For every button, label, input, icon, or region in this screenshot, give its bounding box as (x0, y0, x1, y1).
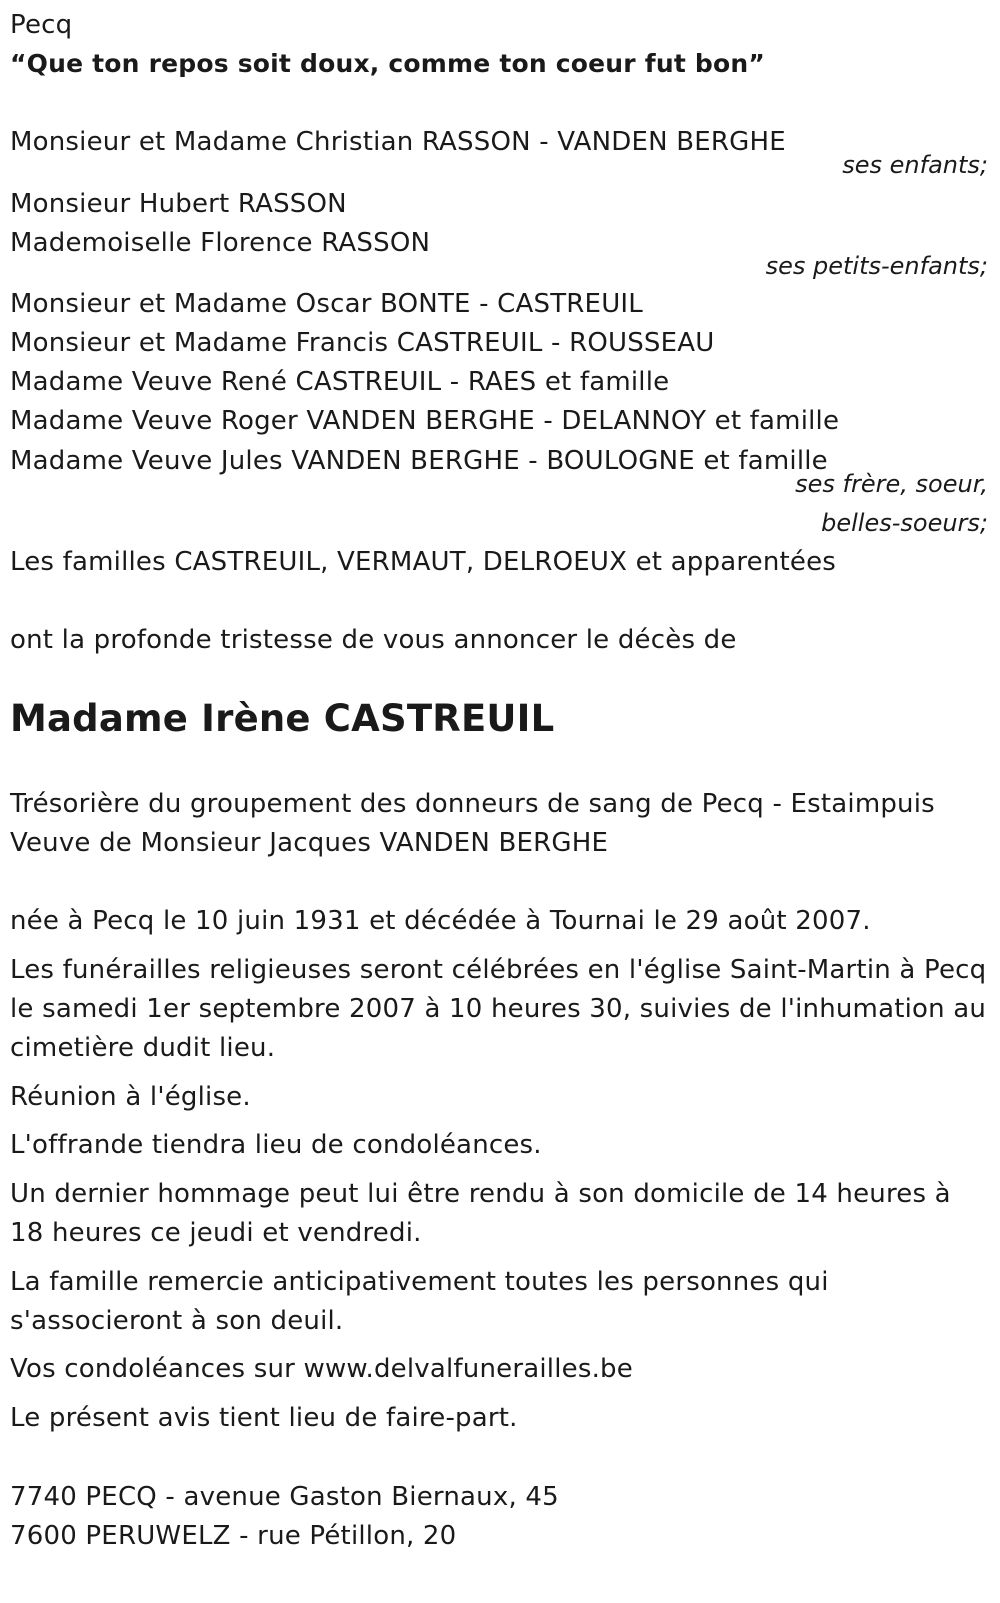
funeral-line: le samedi 1er septembre 2007 à 10 heures 30, suivies de l'inhumation au (10, 994, 987, 1024)
address-line: 7600 PERUWELZ - rue Pétillon, 20 (10, 1521, 457, 1551)
announcement: ont la profonde tristesse de vous annoncer le décès de (10, 625, 737, 655)
place-heading: Pecq (10, 10, 73, 40)
widow-of: Veuve de Monsieur Jacques VANDEN BERGHE (10, 828, 609, 858)
sibling-entry: Monsieur et Madame Francis CASTREUIL - ROUSSEAU (10, 328, 715, 358)
sibling-entry: Madame Veuve Jules VANDEN BERGHE - BOULOGNE et famille (10, 446, 828, 476)
sibling-entry: Madame Veuve Roger VANDEN BERGHE - DELANNOY et famille (10, 406, 840, 436)
sibling-entry: Monsieur et Madame Oscar BONTE - CASTREUIL (10, 289, 643, 319)
sibling-entry: Madame Veuve René CASTREUIL - RAES et famille (10, 367, 670, 397)
deceased-role: Trésorière du groupement des donneurs de sang de Pecq - Estaimpuis (10, 789, 935, 819)
obituary-notice (10, 0, 988, 1603)
grandchild-entry: Monsieur Hubert RASSON (10, 189, 347, 219)
condolences-line: Vos condoléances sur www.delvalfunerailles.be (10, 1354, 633, 1384)
thanks-line: La famille remercie anticipativement toutes les personnes qui (10, 1267, 829, 1297)
families-line: Les familles CASTREUIL, VERMAUT, DELROEUX et apparentées (10, 547, 837, 577)
offering-line: L'offrande tiendra lieu de condoléances. (10, 1130, 542, 1160)
siblings-label-line2: belles-soeurs; (821, 509, 988, 537)
siblings-label-line1: ses frère, soeur, (795, 470, 988, 498)
birth-death: née à Pecq le 10 juin 1931 et décédée à Tournai le 29 août 2007. (10, 906, 871, 936)
deceased-name: Madame Irène CASTREUIL (10, 697, 555, 740)
children-label: ses enfants; (842, 151, 988, 179)
meeting-line: Réunion à l'église. (10, 1082, 251, 1112)
thanks-line: s'associeront à son deuil. (10, 1306, 344, 1336)
motto: “Que ton repos soit doux, comme ton coeur fut bon” (10, 49, 765, 78)
funeral-line: cimetière dudit lieu. (10, 1033, 276, 1063)
tribute-line: 18 heures ce jeudi et vendredi. (10, 1218, 422, 1248)
tribute-line: Un dernier hommage peut lui être rendu à son domicile de 14 heures à (10, 1179, 951, 1209)
funeral-line: Les funérailles religieuses seront célébrées en l'église Saint-Martin à Pecq (10, 955, 987, 985)
children-entry: Monsieur et Madame Christian RASSON - VANDEN BERGHE (10, 127, 786, 157)
grandchildren-label: ses petits-enfants; (765, 252, 988, 280)
notice-line: Le présent avis tient lieu de faire-part. (10, 1403, 518, 1433)
address-line: 7740 PECQ - avenue Gaston Biernaux, 45 (10, 1482, 559, 1512)
grandchild-entry: Mademoiselle Florence RASSON (10, 228, 431, 258)
